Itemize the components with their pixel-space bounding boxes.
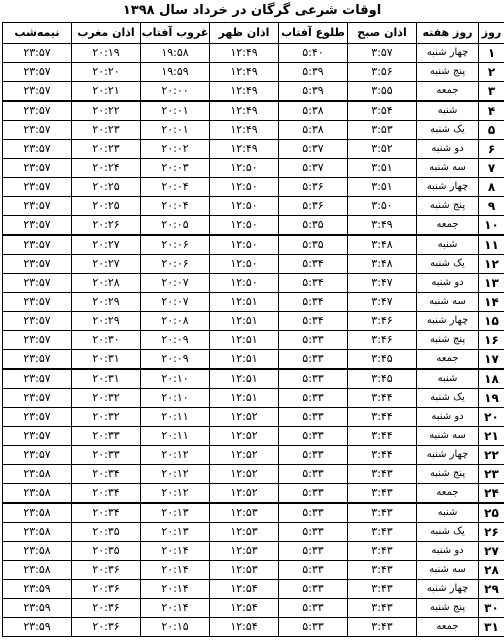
dhuhr-time: ۱۲:۵۳ xyxy=(210,503,279,523)
fajr-time: ۳:۴۳ xyxy=(348,465,417,484)
sunrise-time: ۵:۳۳ xyxy=(279,331,348,350)
table-row xyxy=(3,389,504,408)
sunset-time: ۲۰:۰۴ xyxy=(141,178,210,197)
maghrib-time: ۲۰:۳۲ xyxy=(72,389,141,408)
fajr-time: ۳:۴۸ xyxy=(348,255,417,274)
dhuhr-time: ۱۲:۵۰ xyxy=(210,159,279,178)
sunset-time: ۲۰:۱۵ xyxy=(141,618,210,637)
sunrise-time: ۵:۴۰ xyxy=(279,44,348,63)
midnight-time: ۲۳:۵۹ xyxy=(3,618,72,637)
maghrib-time: ۲۰:۲۱ xyxy=(72,82,141,102)
midnight-time: ۲۳:۵۸ xyxy=(3,503,72,523)
sunrise-time: ۵:۳۶ xyxy=(279,178,348,197)
midnight-time: ۲۳:۵۷ xyxy=(3,427,72,446)
maghrib-time: ۲۰:۲۲ xyxy=(72,101,141,121)
maghrib-time: ۲۰:۲۶ xyxy=(72,216,141,236)
day-number: ۳ xyxy=(479,82,504,102)
fajr-time: ۳:۵۱ xyxy=(348,159,417,178)
day-number: ۶ xyxy=(479,140,504,159)
fajr-time: ۳:۴۴ xyxy=(348,389,417,408)
day-number: ۱۰ xyxy=(479,216,504,236)
table-row xyxy=(3,350,504,370)
sunrise-time: ۵:۳۷ xyxy=(279,140,348,159)
day-number: ۳۱ xyxy=(479,618,504,637)
dhuhr-time: ۱۲:۵۱ xyxy=(210,312,279,331)
table-row xyxy=(3,408,504,427)
sunrise-time: ۵:۳۴ xyxy=(279,293,348,312)
weekday: سه شنبه xyxy=(417,293,479,312)
day-number: ۲۴ xyxy=(479,484,504,504)
weekday: سه شنبه xyxy=(417,159,479,178)
midnight-time: ۲۳:۵۷ xyxy=(3,312,72,331)
prayer-times-table xyxy=(2,22,504,637)
sunset-time: ۲۰:۱۴ xyxy=(141,599,210,618)
sunrise-time: ۵:۳۳ xyxy=(279,561,348,580)
sunset-time: ۲۰:۰۳ xyxy=(141,159,210,178)
sunset-time: ۲۰:۰۷ xyxy=(141,293,210,312)
dhuhr-time: ۱۲:۴۹ xyxy=(210,101,279,121)
day-number: ۱۳ xyxy=(479,274,504,293)
table-row xyxy=(3,255,504,274)
midnight-time: ۲۳:۵۷ xyxy=(3,121,72,140)
table-row xyxy=(3,561,504,580)
weekday: یک شنبه xyxy=(417,389,479,408)
sunset-time: ۲۰:۱۴ xyxy=(141,542,210,561)
fajr-time: ۳:۴۴ xyxy=(348,446,417,465)
header-dhuhr: اذان ظهر xyxy=(210,23,279,44)
sunrise-time: ۵:۳۴ xyxy=(279,255,348,274)
weekday: شنبه xyxy=(417,369,479,389)
sunrise-time: ۵:۳۵ xyxy=(279,235,348,255)
sunset-time: ۲۰:۰۱ xyxy=(141,101,210,121)
table-row xyxy=(3,523,504,542)
weekday: دو شنبه xyxy=(417,408,479,427)
maghrib-time: ۲۰:۲۴ xyxy=(72,159,141,178)
header-sunset: غروب آفتاب xyxy=(141,23,210,44)
sunrise-time: ۵:۳۳ xyxy=(279,484,348,504)
sunrise-time: ۵:۳۳ xyxy=(279,618,348,637)
midnight-time: ۲۳:۵۷ xyxy=(3,350,72,370)
maghrib-time: ۲۰:۳۱ xyxy=(72,350,141,370)
day-number: ۳۰ xyxy=(479,599,504,618)
sunset-time: ۲۰:۰۵ xyxy=(141,216,210,236)
midnight-time: ۲۳:۵۸ xyxy=(3,484,72,504)
sunset-time: ۲۰:۱۱ xyxy=(141,408,210,427)
fajr-time: ۳:۴۷ xyxy=(348,274,417,293)
table-row xyxy=(3,44,504,63)
maghrib-time: ۲۰:۳۶ xyxy=(72,599,141,618)
sunset-time: ۲۰:۱۲ xyxy=(141,465,210,484)
fajr-time: ۳:۴۷ xyxy=(348,293,417,312)
dhuhr-time: ۱۲:۵۴ xyxy=(210,599,279,618)
sunrise-time: ۵:۳۳ xyxy=(279,389,348,408)
weekday: جمعه xyxy=(417,216,479,236)
midnight-time: ۲۳:۵۷ xyxy=(3,408,72,427)
dhuhr-time: ۱۲:۵۲ xyxy=(210,484,279,504)
sunset-time: ۲۰:۱۳ xyxy=(141,523,210,542)
day-number: ۲ xyxy=(479,63,504,82)
day-number: ۱۷ xyxy=(479,350,504,370)
midnight-time: ۲۳:۵۷ xyxy=(3,369,72,389)
sunrise-time: ۵:۳۳ xyxy=(279,599,348,618)
maghrib-time: ۲۰:۱۹ xyxy=(72,44,141,63)
sunset-time: ۲۰:۱۰ xyxy=(141,389,210,408)
sunrise-time: ۵:۳۳ xyxy=(279,369,348,389)
midnight-time: ۲۳:۵۷ xyxy=(3,140,72,159)
day-number: ۲۸ xyxy=(479,561,504,580)
sunset-time: ۲۰:۰۷ xyxy=(141,274,210,293)
maghrib-time: ۲۰:۳۰ xyxy=(72,331,141,350)
maghrib-time: ۲۰:۳۵ xyxy=(72,523,141,542)
table-row xyxy=(3,159,504,178)
header-midnight: نیمه‌شب xyxy=(3,23,72,44)
fajr-time: ۳:۵۱ xyxy=(348,178,417,197)
midnight-time: ۲۳:۵۷ xyxy=(3,44,72,63)
fajr-time: ۳:۴۳ xyxy=(348,523,417,542)
maghrib-time: ۲۰:۲۹ xyxy=(72,312,141,331)
sunset-time: ۲۰:۱۴ xyxy=(141,580,210,599)
sunset-time: ۲۰:۱۲ xyxy=(141,484,210,504)
header-sunrise: طلوع آفتاب xyxy=(279,23,348,44)
fajr-time: ۳:۵۷ xyxy=(348,44,417,63)
dhuhr-time: ۱۲:۵۴ xyxy=(210,580,279,599)
sunrise-time: ۵:۳۹ xyxy=(279,63,348,82)
dhuhr-time: ۱۲:۵۳ xyxy=(210,542,279,561)
sunset-time: ۲۰:۱۲ xyxy=(141,446,210,465)
midnight-time: ۲۳:۵۷ xyxy=(3,235,72,255)
midnight-time: ۲۳:۵۷ xyxy=(3,178,72,197)
table-row xyxy=(3,121,504,140)
dhuhr-time: ۱۲:۵۰ xyxy=(210,178,279,197)
weekday: چهار شنبه xyxy=(417,580,479,599)
sunrise-time: ۵:۳۳ xyxy=(279,408,348,427)
fajr-time: ۳:۴۳ xyxy=(348,599,417,618)
maghrib-time: ۲۰:۳۴ xyxy=(72,503,141,523)
table-row xyxy=(3,599,504,618)
weekday: چهار شنبه xyxy=(417,312,479,331)
sunrise-time: ۵:۳۴ xyxy=(279,274,348,293)
fajr-time: ۳:۴۳ xyxy=(348,561,417,580)
day-number: ۲۷ xyxy=(479,542,504,561)
sunrise-time: ۵:۳۷ xyxy=(279,159,348,178)
weekday: چهار شنبه xyxy=(417,44,479,63)
fajr-time: ۳:۵۳ xyxy=(348,121,417,140)
sunset-time: ۲۰:۰۶ xyxy=(141,255,210,274)
midnight-time: ۲۳:۵۸ xyxy=(3,465,72,484)
sunset-time: ۲۰:۱۴ xyxy=(141,561,210,580)
weekday: شنبه xyxy=(417,235,479,255)
fajr-time: ۳:۵۵ xyxy=(348,82,417,102)
fajr-time: ۳:۴۴ xyxy=(348,427,417,446)
table-row xyxy=(3,274,504,293)
sunrise-time: ۵:۳۵ xyxy=(279,216,348,236)
sunset-time: ۲۰:۰۰ xyxy=(141,82,210,102)
weekday: پنج شنبه xyxy=(417,331,479,350)
maghrib-time: ۲۰:۲۳ xyxy=(72,121,141,140)
table-row xyxy=(3,465,504,484)
weekday: جمعه xyxy=(417,82,479,102)
maghrib-time: ۲۰:۲۰ xyxy=(72,63,141,82)
weekday: پنج شنبه xyxy=(417,197,479,216)
dhuhr-time: ۱۲:۵۱ xyxy=(210,350,279,370)
maghrib-time: ۲۰:۲۵ xyxy=(72,197,141,216)
dhuhr-time: ۱۲:۵۰ xyxy=(210,216,279,236)
dhuhr-time: ۱۲:۵۲ xyxy=(210,465,279,484)
table-row xyxy=(3,618,504,637)
maghrib-time: ۲۰:۳۱ xyxy=(72,369,141,389)
fajr-time: ۳:۴۹ xyxy=(348,216,417,236)
table-row xyxy=(3,293,504,312)
sunrise-time: ۵:۳۳ xyxy=(279,427,348,446)
maghrib-time: ۲۰:۲۵ xyxy=(72,178,141,197)
midnight-time: ۲۳:۵۸ xyxy=(3,523,72,542)
table-row xyxy=(3,235,504,255)
day-number: ۵ xyxy=(479,121,504,140)
dhuhr-time: ۱۲:۵۱ xyxy=(210,293,279,312)
dhuhr-time: ۱۲:۵۰ xyxy=(210,235,279,255)
midnight-time: ۲۳:۵۷ xyxy=(3,255,72,274)
sunset-time: ۱۹:۵۸ xyxy=(141,44,210,63)
weekday: پنج شنبه xyxy=(417,599,479,618)
sunset-time: ۲۰:۰۶ xyxy=(141,235,210,255)
table-row xyxy=(3,446,504,465)
weekday: چهار شنبه xyxy=(417,178,479,197)
midnight-time: ۲۳:۵۷ xyxy=(3,63,72,82)
day-number: ۲۱ xyxy=(479,427,504,446)
dhuhr-time: ۱۲:۴۹ xyxy=(210,140,279,159)
maghrib-time: ۲۰:۳۶ xyxy=(72,561,141,580)
maghrib-time: ۲۰:۳۳ xyxy=(72,427,141,446)
sunrise-time: ۵:۳۴ xyxy=(279,312,348,331)
midnight-time: ۲۳:۵۷ xyxy=(3,446,72,465)
sunrise-time: ۵:۳۹ xyxy=(279,82,348,102)
day-number: ۱۲ xyxy=(479,255,504,274)
weekday: دو شنبه xyxy=(417,542,479,561)
header-day: روز xyxy=(479,23,504,44)
dhuhr-time: ۱۲:۵۳ xyxy=(210,523,279,542)
midnight-time: ۲۳:۵۷ xyxy=(3,159,72,178)
midnight-time: ۲۳:۵۷ xyxy=(3,82,72,102)
dhuhr-time: ۱۲:۵۰ xyxy=(210,255,279,274)
header-row xyxy=(3,23,504,44)
maghrib-time: ۲۰:۳۵ xyxy=(72,542,141,561)
sunset-time: ۲۰:۰۹ xyxy=(141,350,210,370)
table-row xyxy=(3,140,504,159)
table-row xyxy=(3,503,504,523)
sunrise-time: ۵:۳۳ xyxy=(279,542,348,561)
weekday: پنج شنبه xyxy=(417,63,479,82)
dhuhr-time: ۱۲:۵۳ xyxy=(210,561,279,580)
table-row xyxy=(3,63,504,82)
weekday: یک شنبه xyxy=(417,255,479,274)
weekday: جمعه xyxy=(417,484,479,504)
sunset-time: ۲۰:۱۰ xyxy=(141,369,210,389)
day-number: ۱۴ xyxy=(479,293,504,312)
maghrib-time: ۲۰:۲۳ xyxy=(72,140,141,159)
fajr-time: ۳:۴۳ xyxy=(348,542,417,561)
table-row xyxy=(3,484,504,504)
table-row xyxy=(3,101,504,121)
sunset-time: ۲۰:۰۴ xyxy=(141,197,210,216)
sunrise-time: ۵:۳۳ xyxy=(279,446,348,465)
fajr-time: ۳:۴۸ xyxy=(348,235,417,255)
table-row xyxy=(3,427,504,446)
weekday: سه شنبه xyxy=(417,561,479,580)
day-number: ۲۲ xyxy=(479,446,504,465)
maghrib-time: ۲۰:۳۴ xyxy=(72,484,141,504)
sunrise-time: ۵:۳۸ xyxy=(279,101,348,121)
day-number: ۲۰ xyxy=(479,408,504,427)
maghrib-time: ۲۰:۲۷ xyxy=(72,255,141,274)
dhuhr-time: ۱۲:۴۹ xyxy=(210,63,279,82)
sunset-time: ۲۰:۱۳ xyxy=(141,503,210,523)
day-number: ۴ xyxy=(479,101,504,121)
fajr-time: ۳:۵۲ xyxy=(348,140,417,159)
midnight-time: ۲۳:۵۷ xyxy=(3,274,72,293)
maghrib-time: ۲۰:۳۴ xyxy=(72,465,141,484)
fajr-time: ۳:۴۶ xyxy=(348,331,417,350)
sunrise-time: ۵:۳۳ xyxy=(279,580,348,599)
sunrise-time: ۵:۳۳ xyxy=(279,465,348,484)
table-row xyxy=(3,580,504,599)
maghrib-time: ۲۰:۳۶ xyxy=(72,618,141,637)
dhuhr-time: ۱۲:۵۰ xyxy=(210,197,279,216)
midnight-time: ۲۳:۵۷ xyxy=(3,216,72,236)
dhuhr-time: ۱۲:۵۲ xyxy=(210,427,279,446)
weekday: دو شنبه xyxy=(417,274,479,293)
fajr-time: ۳:۵۴ xyxy=(348,101,417,121)
fajr-time: ۳:۵۶ xyxy=(348,63,417,82)
weekday: جمعه xyxy=(417,618,479,637)
day-number: ۱۸ xyxy=(479,369,504,389)
midnight-time: ۲۳:۵۷ xyxy=(3,389,72,408)
table-row xyxy=(3,369,504,389)
dhuhr-time: ۱۲:۴۹ xyxy=(210,82,279,102)
midnight-time: ۲۳:۵۷ xyxy=(3,101,72,121)
midnight-time: ۲۳:۵۹ xyxy=(3,580,72,599)
midnight-time: ۲۳:۵۷ xyxy=(3,197,72,216)
table-row xyxy=(3,331,504,350)
fajr-time: ۳:۴۵ xyxy=(348,350,417,370)
day-number: ۱۱ xyxy=(479,235,504,255)
day-number: ۲۳ xyxy=(479,465,504,484)
day-number: ۲۵ xyxy=(479,503,504,523)
midnight-time: ۲۳:۵۸ xyxy=(3,561,72,580)
weekday: دو شنبه xyxy=(417,140,479,159)
dhuhr-time: ۱۲:۵۰ xyxy=(210,274,279,293)
dhuhr-time: ۱۲:۵۲ xyxy=(210,446,279,465)
dhuhr-time: ۱۲:۵۱ xyxy=(210,331,279,350)
midnight-time: ۲۳:۵۷ xyxy=(3,331,72,350)
fajr-time: ۳:۴۵ xyxy=(348,369,417,389)
weekday: شنبه xyxy=(417,101,479,121)
midnight-time: ۲۳:۵۸ xyxy=(3,542,72,561)
header-weekday: روز هفته xyxy=(417,23,479,44)
weekday: یک شنبه xyxy=(417,523,479,542)
fajr-time: ۳:۵۰ xyxy=(348,197,417,216)
sunset-time: ۱۹:۵۹ xyxy=(141,63,210,82)
maghrib-time: ۲۰:۳۳ xyxy=(72,446,141,465)
fajr-time: ۳:۴۳ xyxy=(348,503,417,523)
header-maghrib: اذان مغرب xyxy=(72,23,141,44)
page-title: اوقات شرعی گرگان در خرداد سال ۱۳۹۸ xyxy=(122,3,382,18)
sunset-time: ۲۰:۰۱ xyxy=(141,121,210,140)
table-row xyxy=(3,82,504,102)
weekday: چهار شنبه xyxy=(417,446,479,465)
weekday: پنج شنبه xyxy=(417,465,479,484)
day-number: ۷ xyxy=(479,159,504,178)
day-number: ۲۹ xyxy=(479,580,504,599)
day-number: ۸ xyxy=(479,178,504,197)
table-row xyxy=(3,178,504,197)
sunrise-time: ۵:۳۶ xyxy=(279,197,348,216)
dhuhr-time: ۱۲:۵۲ xyxy=(210,408,279,427)
table-row xyxy=(3,216,504,236)
sunset-time: ۲۰:۱۱ xyxy=(141,427,210,446)
sunrise-time: ۵:۳۳ xyxy=(279,350,348,370)
weekday: شنبه xyxy=(417,503,479,523)
header-fajr: اذان صبح xyxy=(348,23,417,44)
maghrib-time: ۲۰:۳۲ xyxy=(72,408,141,427)
table-row xyxy=(3,312,504,331)
day-number: ۱۹ xyxy=(479,389,504,408)
maghrib-time: ۲۰:۲۸ xyxy=(72,274,141,293)
day-number: ۱۵ xyxy=(479,312,504,331)
sunrise-time: ۵:۳۳ xyxy=(279,503,348,523)
sunrise-time: ۵:۳۳ xyxy=(279,523,348,542)
day-number: ۲۶ xyxy=(479,523,504,542)
day-number: ۱ xyxy=(479,44,504,63)
dhuhr-time: ۱۲:۴۹ xyxy=(210,121,279,140)
weekday: سه شنبه xyxy=(417,427,479,446)
sunset-time: ۲۰:۰۸ xyxy=(141,312,210,331)
fajr-time: ۳:۴۳ xyxy=(348,580,417,599)
fajr-time: ۳:۴۳ xyxy=(348,484,417,504)
weekday: جمعه xyxy=(417,350,479,370)
fajr-time: ۳:۴۳ xyxy=(348,618,417,637)
maghrib-time: ۲۰:۳۶ xyxy=(72,580,141,599)
table-row xyxy=(3,542,504,561)
maghrib-time: ۲۰:۲۷ xyxy=(72,235,141,255)
sunrise-time: ۵:۳۸ xyxy=(279,121,348,140)
sunset-time: ۲۰:۰۲ xyxy=(141,140,210,159)
dhuhr-time: ۱۲:۵۴ xyxy=(210,618,279,637)
dhuhr-time: ۱۲:۵۱ xyxy=(210,389,279,408)
dhuhr-time: ۱۲:۵۱ xyxy=(210,369,279,389)
sunset-time: ۲۰:۰۹ xyxy=(141,331,210,350)
day-number: ۱۶ xyxy=(479,331,504,350)
midnight-time: ۲۳:۵۷ xyxy=(3,293,72,312)
fajr-time: ۳:۴۴ xyxy=(348,408,417,427)
fajr-time: ۳:۴۶ xyxy=(348,312,417,331)
table-row xyxy=(3,197,504,216)
maghrib-time: ۲۰:۲۹ xyxy=(72,293,141,312)
dhuhr-time: ۱۲:۴۹ xyxy=(210,44,279,63)
weekday: یک شنبه xyxy=(417,121,479,140)
midnight-time: ۲۳:۵۹ xyxy=(3,599,72,618)
day-number: ۹ xyxy=(479,197,504,216)
